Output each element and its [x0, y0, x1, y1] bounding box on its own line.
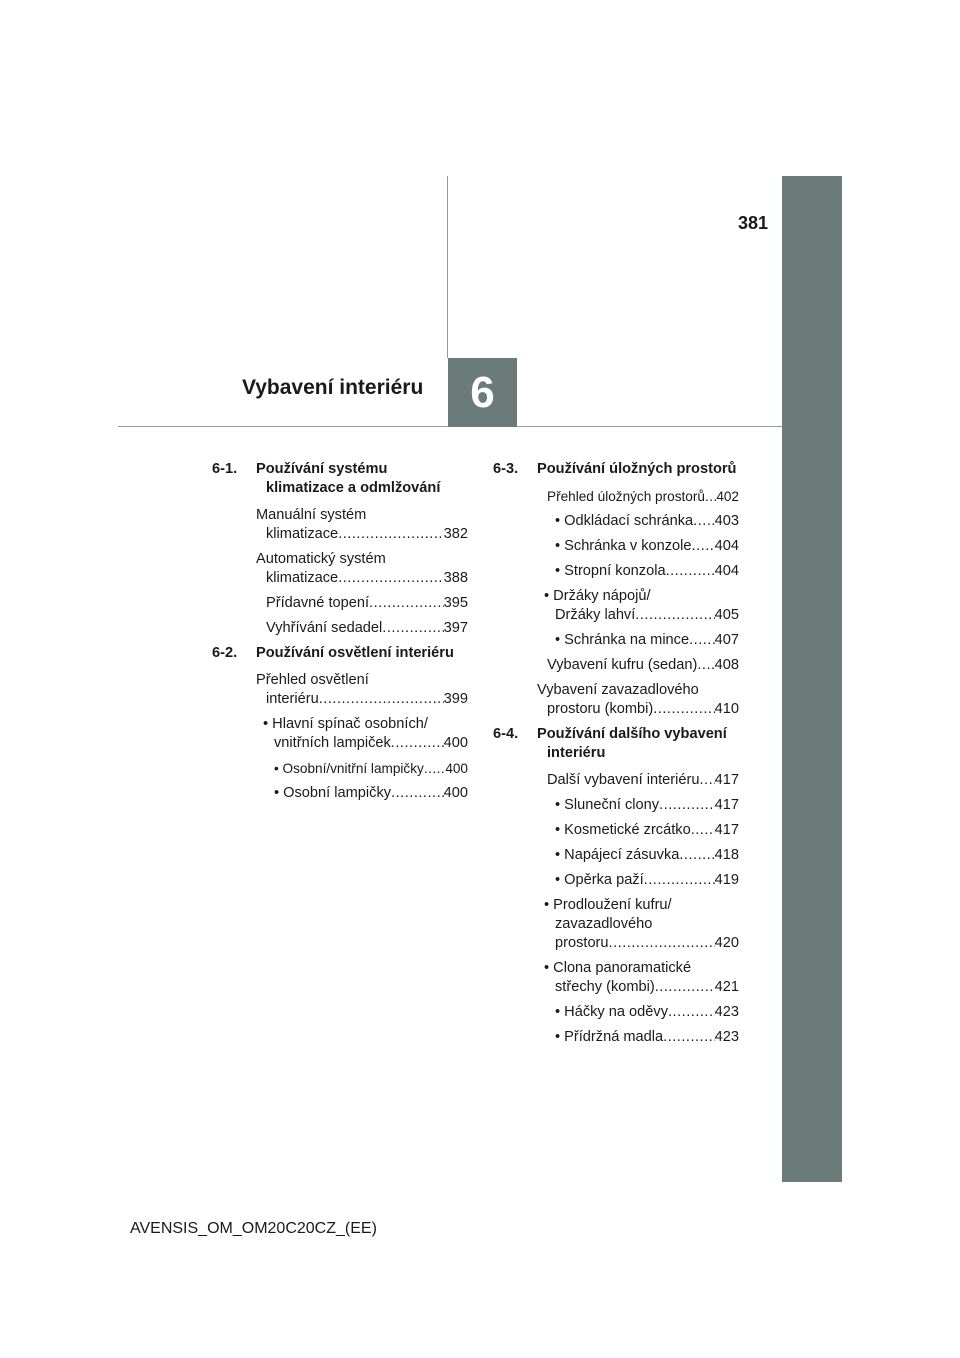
toc-entry[interactable] [256, 671, 468, 709]
leader-dots [382, 619, 443, 638]
leader-dots [644, 871, 715, 890]
leader-dots [635, 606, 714, 625]
toc-entry-label: • Kosmetické zrcátko [555, 822, 691, 838]
toc-entry-page: 407 [714, 632, 739, 648]
leader-dots [700, 771, 715, 790]
toc-entry-prefix: • Držáky nápojů/ [544, 588, 651, 604]
section-number: 6-1. [212, 461, 238, 477]
toc-entry-page: 400 [443, 735, 468, 751]
leader-dots [653, 700, 714, 719]
toc-entry-label: • Sluneční clony [555, 797, 660, 813]
toc-entry-prefix: • Prodloužení kufru/ zavazadlového [544, 897, 672, 932]
toc-entry-prefix: • Hlavní spínač osobních/ [263, 716, 428, 732]
toc-entry-label: • Schránka v konzole [555, 538, 692, 554]
toc-right-column [493, 460, 739, 1053]
toc-entry-label: střechy (kombi) [555, 979, 655, 995]
toc-entry-page: 395 [443, 595, 468, 611]
leader-dots [424, 759, 446, 778]
toc-entry-line [544, 537, 739, 556]
chapter-sidebar-tab [782, 176, 842, 1182]
toc-entry-label: • Opěrka paží [555, 872, 644, 888]
toc-entry[interactable] [544, 896, 739, 953]
toc-entry[interactable] [537, 656, 739, 675]
toc-section-heading [212, 460, 468, 498]
section-title: Používání úložných prostorů [537, 461, 737, 477]
section-number: 6-3. [493, 461, 519, 477]
toc-entry-page: 400 [443, 785, 468, 801]
toc-entry-prefix: Automatický systém [256, 551, 386, 567]
leader-dots [391, 784, 444, 803]
toc-entry-prefix: Vybavení zavazadlového [537, 682, 699, 698]
toc-entry-label: • Osobní/vnitřní lampičky [274, 761, 424, 776]
leader-dots [691, 821, 715, 840]
toc-entry[interactable] [544, 796, 739, 815]
toc-section-heading [212, 644, 468, 663]
toc-entry[interactable] [544, 587, 739, 625]
toc-entry-page: 421 [714, 979, 739, 995]
toc-entry-page: 400 [445, 761, 468, 776]
leader-dots [338, 525, 443, 544]
toc-entry-page: 399 [443, 691, 468, 707]
section-title: Používání systému klimatizace a odmlžování [256, 461, 441, 496]
toc-entry-page: 403 [714, 513, 739, 529]
toc-entry[interactable] [263, 784, 468, 803]
toc-entry-label: • Schránka na mince [555, 632, 690, 648]
page-number: 381 [738, 213, 769, 233]
toc-entry-line [544, 796, 739, 815]
toc-entry-label: • Háčky na oděvy [555, 1004, 668, 1020]
toc-entry-label: vnitřních lampiček [274, 735, 391, 751]
leader-dots [679, 846, 714, 865]
toc-entry-line [544, 1003, 739, 1022]
footer-document-code: AVENSIS_OM_OM20C20CZ_(EE) [130, 1220, 377, 1237]
chapter-title: Vybavení interiéru [242, 376, 424, 399]
leader-dots [663, 1028, 715, 1047]
toc-entry[interactable] [537, 681, 739, 719]
chapter-number-badge: 6 [448, 358, 517, 427]
toc-entry-line [256, 690, 468, 709]
toc-entry-label: prostoru (kombi) [547, 701, 654, 717]
toc-entry-line [256, 569, 468, 588]
toc-entry-label: • Stropní konzola [555, 563, 666, 579]
leader-dots [666, 562, 715, 581]
toc-entry[interactable] [544, 537, 739, 556]
toc-entry[interactable] [544, 871, 739, 890]
toc-entry-label: • Osobní lampičky [274, 785, 392, 801]
toc-entry-page: 417 [714, 822, 739, 838]
toc-entry[interactable] [256, 550, 468, 588]
toc-entry-page: 402 [716, 489, 739, 504]
toc-entry-page: 420 [714, 935, 739, 951]
toc-entry-label: Vyhřívání sedadel [266, 620, 383, 636]
toc-entry-label: • Napájecí zásuvka [555, 847, 680, 863]
toc-entry-line [256, 594, 468, 613]
toc-entry-line [263, 759, 468, 778]
toc-entry-label: interiéru [266, 691, 319, 707]
toc-entry-line [537, 771, 739, 790]
toc-entry-page: 382 [443, 526, 468, 542]
toc-entry[interactable] [544, 1003, 739, 1022]
toc-entry-page: 423 [714, 1004, 739, 1020]
section-number: 6-4. [493, 726, 519, 742]
leader-dots [655, 978, 715, 997]
leader-dots [659, 796, 715, 815]
toc-entry-line [544, 631, 739, 650]
toc-entry-page: 404 [714, 538, 739, 554]
toc-entry[interactable] [544, 821, 739, 840]
leader-dots [338, 569, 443, 588]
toc-section-heading [493, 460, 739, 479]
leader-dots [705, 487, 716, 506]
toc-entry-page: 388 [443, 570, 468, 586]
leader-dots [697, 656, 714, 675]
toc-entry[interactable] [537, 771, 739, 790]
toc-entry-line [544, 1028, 739, 1047]
toc-entry-page: 410 [714, 701, 739, 717]
toc-entry-line [544, 871, 739, 890]
toc-entry-page: 419 [714, 872, 739, 888]
toc-entry-line [544, 846, 739, 865]
toc-entry-line [544, 562, 739, 581]
toc-entry-label: Přídavné topení [266, 595, 370, 611]
toc-entry-line [256, 619, 468, 638]
toc-entry-line [544, 934, 739, 953]
toc-section-heading [493, 725, 739, 763]
toc-entry-line [537, 656, 739, 675]
leader-dots [668, 1003, 715, 1022]
toc-entry-line [544, 978, 739, 997]
toc-entry-page: 405 [714, 607, 739, 623]
leader-dots [391, 734, 444, 753]
toc-entry-label: • Přídržná madla [555, 1029, 664, 1045]
toc-entry[interactable] [256, 619, 468, 638]
leader-dots [319, 690, 444, 709]
section-title: Používání osvětlení interiéru [256, 645, 454, 661]
toc-entry-line [263, 784, 468, 803]
toc-entry-label: Přehled úložných prostorů [547, 489, 705, 504]
toc-entry-line [537, 700, 739, 719]
toc-entry-label: Držáky lahví [555, 607, 636, 623]
toc-entry-label: prostoru [555, 935, 609, 951]
toc-entry-line [544, 821, 739, 840]
toc-entry-page: 417 [714, 772, 739, 788]
toc-entry[interactable] [537, 487, 739, 506]
leader-dots [689, 631, 715, 650]
toc-entry-prefix: Přehled osvětlení [256, 672, 369, 688]
leader-dots [609, 934, 715, 953]
vertical-divider [447, 176, 448, 358]
toc-entry-page: 408 [714, 657, 739, 673]
toc-entry-line [263, 734, 468, 753]
toc-entry[interactable] [544, 562, 739, 581]
toc-entry[interactable] [544, 631, 739, 650]
toc-entry-page: 417 [714, 797, 739, 813]
leader-dots [369, 594, 444, 613]
toc-entry-line [256, 525, 468, 544]
toc-entry[interactable] [544, 846, 739, 865]
section-number: 6-2. [212, 645, 238, 661]
toc-entry[interactable] [544, 1028, 739, 1047]
toc-entry[interactable] [263, 759, 468, 778]
toc-entry[interactable] [256, 506, 468, 544]
toc-entry-line [544, 606, 739, 625]
toc-entry-page: 397 [443, 620, 468, 636]
leader-dots [692, 537, 715, 556]
toc-entry-prefix: Manuální systém [256, 507, 367, 523]
toc-entry-line [544, 512, 739, 531]
toc-entry[interactable] [263, 715, 468, 753]
toc-entry-label: Další vybavení interiéru [547, 772, 700, 788]
toc-entry-page: 423 [714, 1029, 739, 1045]
toc-entry[interactable] [544, 959, 739, 997]
toc-entry[interactable] [256, 594, 468, 613]
toc-entry-label: klimatizace [266, 526, 339, 542]
toc-entry-page: 404 [714, 563, 739, 579]
toc-entry[interactable] [544, 512, 739, 531]
leader-dots [693, 512, 714, 531]
toc-entry-prefix: • Clona panoramatické [544, 960, 692, 976]
toc-entry-label: • Odkládací schránka [555, 513, 694, 529]
toc-left-column [212, 460, 468, 809]
section-title: Používání dalšího vybavení interiéru [537, 726, 727, 761]
toc-entry-page: 418 [714, 847, 739, 863]
toc-entry-line [537, 487, 739, 506]
toc-entry-label: klimatizace [266, 570, 339, 586]
toc-entry-label: Vybavení kufru (sedan) [547, 657, 698, 673]
